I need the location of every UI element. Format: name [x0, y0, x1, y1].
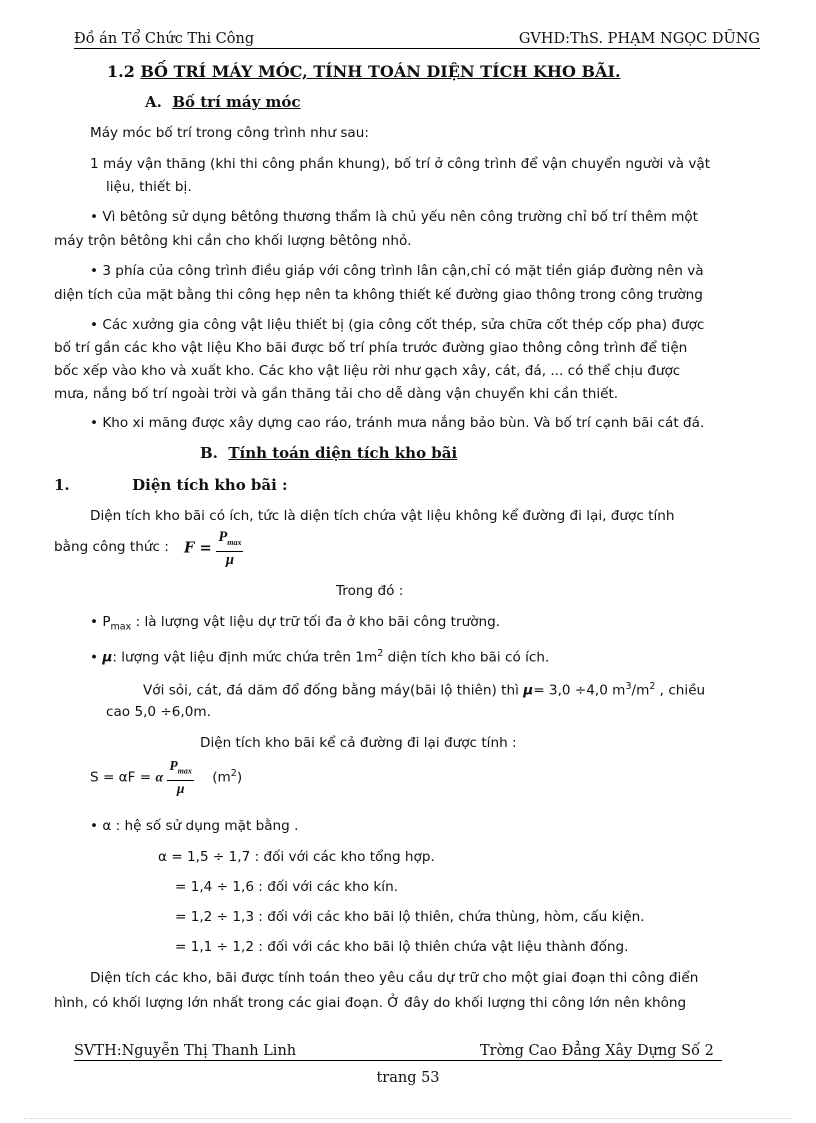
- section-title: BỐ TRÍ MÁY MÓC, TÍNH TOÁN DIỆN TÍCH KHO BÃI.: [140, 62, 621, 81]
- paragraph-line: bố trí gần các kho vật liệu Kho bãi được bố trí phía trước đường giao thông công trình để tiện: [54, 340, 688, 356]
- bullet-line: • Các xưởng gia công vật liệu thiết bị (gia công cốt thép, sửa chữa cốt thép cốp pha) được: [90, 317, 705, 333]
- paragraph-line: diện tích của mặt bằng thi công hẹp nên ta không thiết kế đường giao thông trong công trường: [54, 287, 703, 303]
- paragraph-line: cao 5,0 ÷6,0m.: [106, 704, 211, 720]
- bullet-mu-sup: 2: [377, 648, 384, 659]
- formula-numerator: P: [218, 529, 228, 545]
- section-number: 1.2: [107, 62, 135, 81]
- page-number: trang 53: [376, 1070, 440, 1086]
- page-header: [74, 28, 760, 49]
- formula-s: [90, 757, 242, 797]
- bullet-line: • Vì bêtông sử dụng bêtông thương thẩm là chủ yếu nên công trường chỉ bố trí thêm một: [90, 209, 698, 225]
- paragraph-line: Diện tích kho bãi kể cả đường đi lại được tính :: [200, 735, 517, 751]
- paragraph-line: [143, 677, 705, 701]
- formula-s-lhs: S = αF =: [90, 769, 156, 786]
- bullet-alpha: • α : hệ số sử dụng mặt bằng .: [90, 818, 299, 834]
- formula-lhs: F =: [184, 539, 212, 557]
- p7-text-b: = 3,0 ÷4,0 m: [533, 682, 626, 699]
- formula-unit-sup: 2: [230, 768, 237, 779]
- subheading-b-title: Tính toán diện tích kho bãi: [228, 444, 458, 462]
- paragraph-line: Diện tích kho bãi có ích, tức là diện tích chứa vật liệu không kể đường đi lại, được tính: [90, 508, 675, 524]
- p7-text-c: /m: [631, 682, 650, 699]
- formula-denominator: μ: [176, 780, 185, 796]
- alpha-value-line: = 1,4 ÷ 1,6 : đối với các kho kín.: [175, 879, 399, 895]
- subheading-a-title: Bố trí máy móc: [172, 93, 301, 111]
- paragraph-line: hình, có khối lượng lớn nhất trong các giai đoạn. Ở đây do khối lượng thi công lớn nên không: [54, 995, 687, 1011]
- paragraph-line: bốc xếp vào kho và xuất kho. Các kho vật liệu rời như gạch xây, cát, đá, ... có thể chịu được: [54, 363, 681, 379]
- symbol-p-sub: max: [110, 621, 132, 633]
- numbered-heading-title: Diện tích kho bãi :: [132, 476, 288, 494]
- p7-text-a: Với sỏi, cát, đá dăm đổ đống bằng máy(bãi lộ thiên) thì: [143, 682, 524, 699]
- formula-numerator: P: [169, 758, 178, 774]
- numbered-heading-number: 1.: [54, 476, 70, 494]
- symbol-p: P: [102, 614, 111, 630]
- paragraph-line: Diện tích các kho, bãi được tính toán theo yêu cầu dự trữ cho một giai đoạn thi công điển: [90, 970, 699, 986]
- symbol-mu: μ: [523, 682, 534, 699]
- formula-unit: (m: [212, 769, 231, 786]
- paragraph-line: máy trộn bêtông khi cần cho khối lượng bêtông nhỏ.: [54, 233, 412, 249]
- header-project-title: Đồ án Tổ Chức Thi Công: [74, 31, 255, 47]
- paragraph-intro: Máy móc bố trí trong công trình như sau:: [90, 125, 369, 141]
- p7-text-d: , chiều: [655, 682, 706, 699]
- p7-sup: 2: [649, 681, 656, 692]
- p7-sup: 3: [625, 681, 632, 692]
- where-label: Trong đó :: [336, 583, 404, 599]
- formula-fraction: [167, 758, 194, 797]
- bullet-pmax: • $P_{max}$ : là lượng vật liệu dự trữ tối đa ở kho bãi công trường.: [90, 614, 501, 633]
- formula-unit-end: ): [236, 769, 243, 786]
- bullet-pmax-text: : là lượng vật liệu dự trữ tối đa ở kho bãi công trường.: [131, 614, 501, 630]
- page-footer: [74, 1042, 722, 1061]
- page-bottom-divider: [24, 1118, 792, 1119]
- subheading-b-label: B.: [200, 444, 218, 462]
- paragraph-line: mưa, nắng bố trí ngoài trời và gần thăng tải cho dễ dàng vận chuyển khi cần thiết.: [54, 386, 619, 402]
- formula-numerator-sub: max: [177, 766, 192, 776]
- subheading-a-label: A.: [145, 93, 162, 111]
- alpha-value-line: = 1,2 ÷ 1,3 : đối với các kho bãi lộ thiên, chứa thùng, hòm, cấu kiện.: [175, 909, 645, 925]
- formula-alpha: α: [155, 769, 164, 785]
- subheading-b: [200, 443, 457, 463]
- header-advisor: GVHD:ThS. PHẠM NGỌC DŨNG: [518, 31, 760, 47]
- alpha-value-line: = 1,1 ÷ 1,2 : đối với các kho bãi lộ thiên chứa vật liệu thành đống.: [175, 939, 629, 955]
- symbol-mu: μ: [102, 649, 113, 666]
- section-heading: [107, 62, 621, 82]
- bullet-mu-text: : lượng vật liệu định mức chứa trên 1m: [112, 649, 378, 666]
- formula-fraction: [216, 529, 243, 568]
- alpha-value-line: α = 1,5 ÷ 1,7 : đối với các kho tổng hợp.: [158, 849, 435, 865]
- bullet-mu-tail: diện tích kho bãi có ích.: [383, 649, 550, 666]
- bullet-line: • 3 phía của công trình điều giáp với công trình lân cận,chỉ có mặt tiền giáp đường nên và: [90, 263, 704, 279]
- formula-numerator-sub: max: [227, 537, 242, 547]
- formula-denominator: μ: [225, 551, 234, 568]
- formula-area: [184, 529, 243, 568]
- paragraph-line: bằng công thức :: [54, 539, 169, 555]
- footer-student: SVTH:Nguyễn Thị Thanh Linh: [74, 1043, 297, 1059]
- paragraph-line: liệu, thiết bị.: [106, 179, 192, 195]
- subheading-a: [145, 92, 301, 112]
- paragraph-line: 1 máy vận thăng (khi thi công phần khung), bố trí ở công trình để vận chuyển người và vật: [90, 156, 711, 172]
- bullet-line: • Kho xi măng được xây dựng cao ráo, tránh mưa nắng bảo bùn. Và bố trí cạnh bãi cát đá.: [90, 415, 705, 431]
- bullet-mu: • μ: lượng vật liệu định mức chứa trên $1m^2$ diện tích kho bãi có ích.: [90, 648, 550, 666]
- numbered-heading: [54, 475, 288, 495]
- footer-school: Trờng Cao Đẳng Xây Dựng Số 2: [480, 1043, 714, 1059]
